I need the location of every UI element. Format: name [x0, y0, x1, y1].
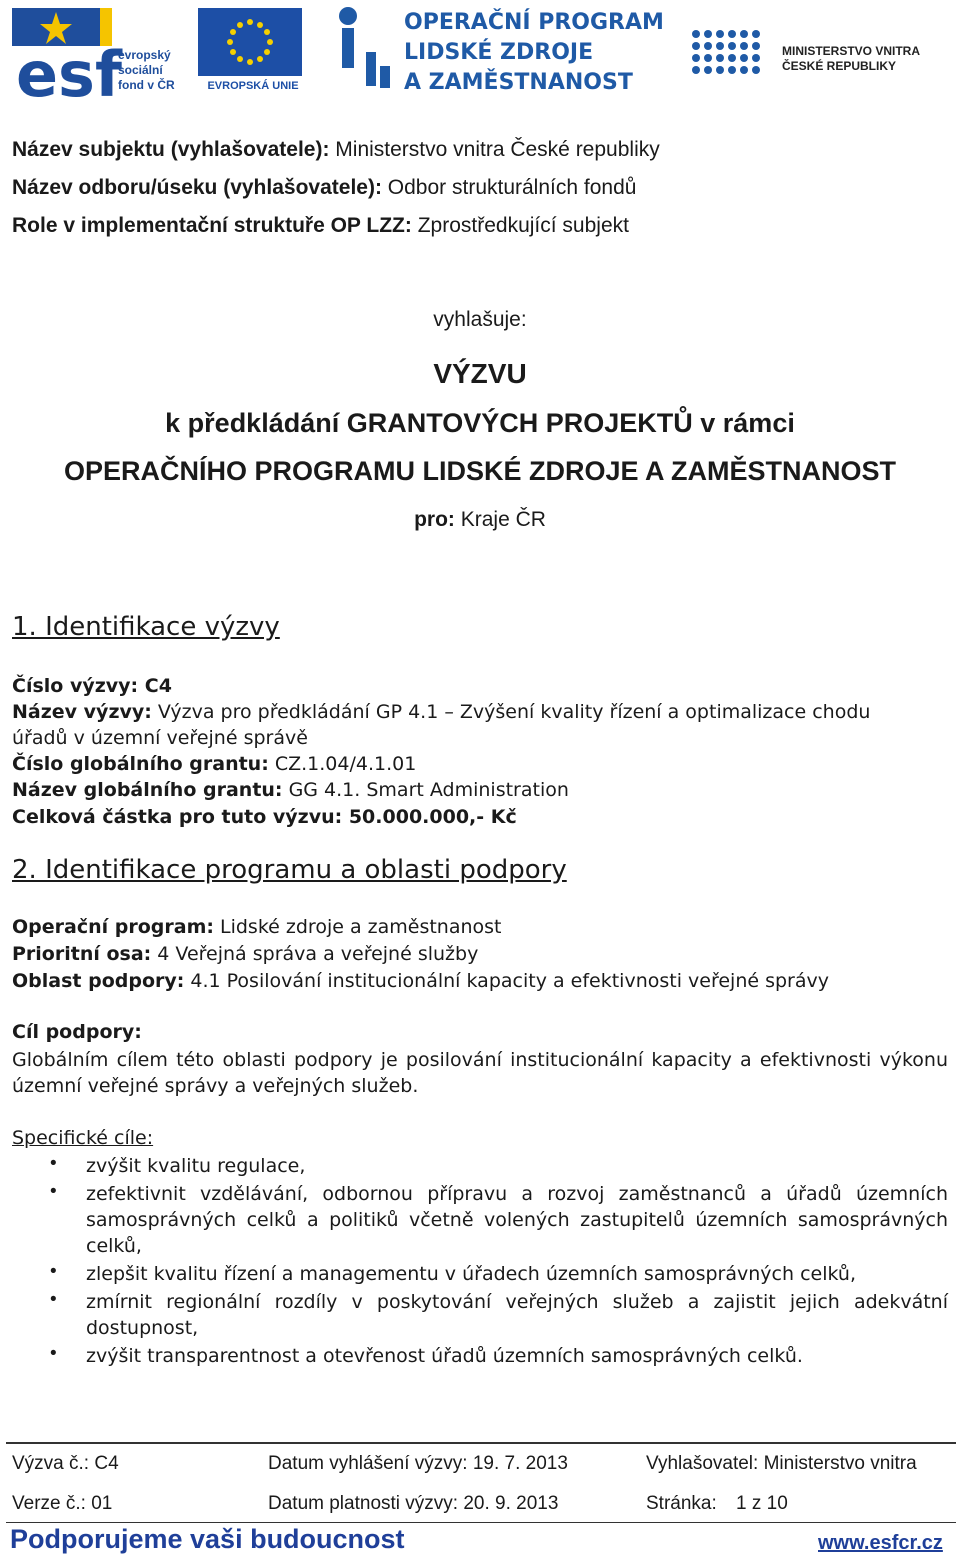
for-value: Kraje ČR — [454, 508, 546, 531]
op-line-1: OPERAČNÍ PROGRAM — [404, 10, 664, 35]
op-label: Operační program: — [12, 916, 214, 938]
call-name-value: Výzva pro předkládání GP 4.1 – Zvýšení kvality řízení a optimalizace chodu — [151, 701, 871, 723]
list-item — [0, 1289, 960, 1341]
list-item-text: zvýšit transparentnost a otevřenost úřadů územních samosprávných celků. — [86, 1345, 803, 1367]
footer-valid-date: Datum platnosti výzvy: 20. 9. 2013 — [268, 1493, 559, 1514]
mv-line-2: ČESKÉ REPUBLIKY — [782, 59, 897, 73]
esf-line-1: evropský — [118, 48, 171, 62]
specific-goals-label: Specifické cíle: — [12, 1127, 154, 1149]
section-2-heading: 2. Identifikace programu a oblasti podpory — [12, 855, 567, 885]
footer-version: Verze č.: 01 — [12, 1493, 113, 1514]
subject-name-value: Ministerstvo vnitra České republiky — [329, 138, 660, 161]
list-item-text: zmírnit regionální rozdíly v poskytování veřejných služeb a zajistit jejich adekvátní dostupnost, — [86, 1291, 948, 1339]
bullet-icon: • — [50, 1343, 57, 1364]
subject-name — [12, 138, 660, 162]
axis-value: 4 Veřejná správa a veřejné služby — [151, 943, 479, 965]
op-lzz-figure-icon — [326, 6, 396, 98]
op-line-2: LIDSKÉ ZDROJE — [404, 40, 594, 65]
list-item — [0, 1153, 960, 1179]
for-label: pro: — [414, 508, 455, 531]
document-title: VÝZVU — [433, 358, 527, 389]
footer-issue-date: Datum vyhlášení výzvy: 19. 7. 2013 — [268, 1453, 568, 1474]
esf-line-3: fond v ČR — [118, 78, 175, 92]
esf-logo — [12, 8, 190, 100]
footer-divider-2 — [6, 1522, 956, 1523]
call-number: Číslo výzvy: C4 — [12, 675, 172, 697]
footer-divider — [6, 1442, 956, 1444]
bullet-icon: • — [50, 1181, 57, 1202]
mv-dots-icon — [688, 26, 772, 82]
list-item — [0, 1181, 960, 1259]
subject-role-label: Role v implementační struktuře OP LZZ: — [12, 214, 412, 237]
svg-text:esf: esf — [16, 38, 122, 100]
mv-text — [782, 44, 920, 74]
section-1-heading: 1. Identifikace výzvy — [12, 612, 280, 642]
eu-caption: EVROPSKÁ UNIE — [207, 80, 299, 92]
title-line-2: OPERAČNÍHO PROGRAMU LIDSKÉ ZDROJE A ZAMĚSTNANOST — [63, 456, 897, 486]
footer-page — [646, 1493, 788, 1515]
mv-line-1: MINISTERSTVO VNITRA — [782, 44, 921, 58]
list-item-text: zefektivnit vzdělávání, odbornou přípravu a rozvoj zaměstnanců a úřadů územních samosprávných celků a politiků včetně volených zastupitelů územních samosprávných celků, — [86, 1183, 948, 1257]
grant-name — [12, 779, 569, 801]
total-amount: Celková částka pro tuto výzvu: 50.000.000,- Kč — [12, 806, 517, 828]
subject-dept-label: Název odboru/úseku (vyhlašovatele): — [12, 176, 382, 199]
for-line — [0, 508, 960, 532]
footer-issuer: Vyhlašovatel: Ministerstvo vnitra — [646, 1453, 917, 1474]
eu-flag-icon — [198, 8, 302, 76]
priority-axis — [12, 943, 478, 965]
list-item — [0, 1343, 960, 1369]
subject-name-label: Název subjektu (vyhlašovatele): — [12, 138, 330, 161]
subject-role-value: Zprostředkující subjekt — [411, 214, 629, 237]
subject-department — [12, 176, 636, 200]
footer-page-label: Stránka: — [646, 1493, 717, 1514]
op-line-3: A ZAMĚSTNANOST — [404, 70, 633, 95]
support-area — [12, 970, 829, 992]
grant-number-value: CZ.1.04/4.1.01 — [268, 753, 417, 775]
announces-label: vyhlašuje: — [433, 308, 527, 331]
grant-name-label: Název globálního grantu: — [12, 779, 283, 801]
op-value: Lidské zdroje a zaměstnanost — [213, 916, 502, 938]
op-lzz-logo — [326, 4, 666, 100]
footer-call-number: Výzva č.: C4 — [12, 1453, 119, 1474]
specific-goals-list — [0, 1153, 960, 1369]
esf-logo-text — [118, 48, 175, 93]
subject-dept-value: Odbor strukturálních fondů — [381, 176, 637, 199]
call-name — [12, 701, 870, 723]
title-line-1: k předkládání GRANTOVÝCH PROJEKTŮ v rámci — [165, 408, 795, 438]
op-lzz-text — [404, 8, 664, 98]
footer-web-link[interactable]: www.esfcr.cz — [818, 1532, 943, 1554]
list-item-text: zvýšit kvalitu regulace, — [86, 1155, 306, 1177]
call-name-value-cont: úřadů v územní veřejné správě — [12, 727, 308, 749]
grant-name-value: GG 4.1. Smart Administration — [282, 779, 569, 801]
eu-logo — [198, 8, 310, 100]
list-item — [0, 1261, 960, 1287]
goal-label: Cíl podpory: — [12, 1021, 142, 1043]
operational-program — [12, 916, 502, 938]
axis-label: Prioritní osa: — [12, 943, 152, 965]
call-name-label: Název výzvy: — [12, 701, 152, 723]
esf-line-2: sociální — [118, 63, 163, 77]
grant-number-label: Číslo globálního grantu: — [12, 753, 269, 775]
area-label: Oblast podpory: — [12, 970, 185, 992]
list-item-text: zlepšit kvalitu řízení a managementu v úřadech územních samosprávných celků, — [86, 1263, 856, 1285]
bullet-icon: • — [50, 1289, 57, 1310]
footer-slogan: Podporujeme vaši budoucnost — [10, 1524, 405, 1554]
bullet-icon: • — [50, 1261, 57, 1282]
bullet-icon: • — [50, 1153, 57, 1174]
grant-number — [12, 753, 416, 775]
footer-page-value: 1 z 10 — [736, 1493, 788, 1514]
area-value: 4.1 Posilování institucionální kapacity a efektivnosti veřejné správy — [184, 970, 830, 992]
subject-role — [12, 214, 629, 238]
goal-text: Globálním cílem této oblasti podpory je posilování institucionální kapacity a efektivnosti výkonu územní veřejné správy a veřejných služeb. — [12, 1049, 948, 1097]
mv-logo — [688, 22, 958, 86]
